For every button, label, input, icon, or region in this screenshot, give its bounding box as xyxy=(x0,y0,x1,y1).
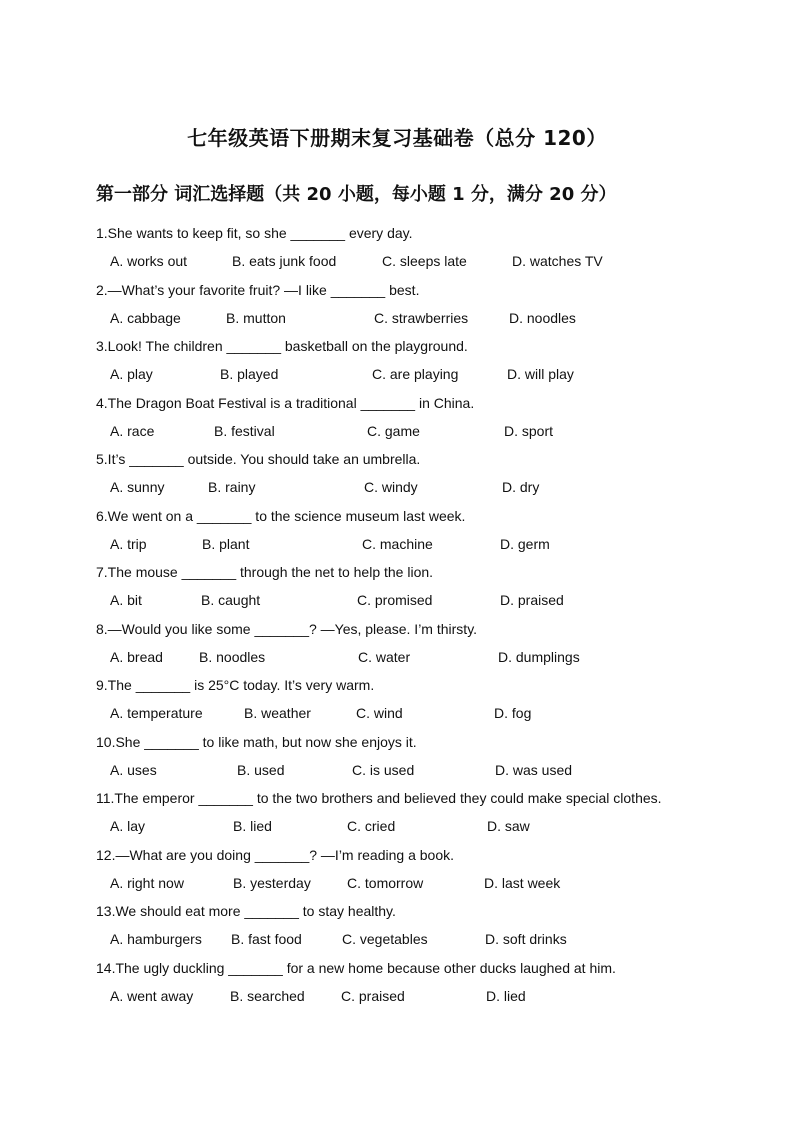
answer-option: A. cabbage xyxy=(110,309,181,326)
section-heading: 第一部分 词汇选择题（共 20 小题，每小题 1 分，满分 20 分） xyxy=(96,184,617,205)
question-stem: 6.We went on a _______ to the science museum last week. xyxy=(96,507,466,524)
answer-option: D. germ xyxy=(500,535,550,552)
answer-option: D. was used xyxy=(495,761,573,778)
answer-option: D. saw xyxy=(487,818,530,834)
answer-option: C. game xyxy=(367,422,420,439)
answer-option: C. strawberries xyxy=(374,309,469,326)
answer-option: B. eats junk food xyxy=(232,253,337,269)
answer-option: A. bread xyxy=(110,648,163,665)
question-stem: 11.The emperor _______ to the two brothers and believed they could make special clothes. xyxy=(96,790,662,806)
answer-option: A. race xyxy=(110,422,155,439)
answer-option: C. wind xyxy=(356,705,403,721)
answer-option: C. praised xyxy=(341,987,405,1004)
answer-option: D. fog xyxy=(494,705,532,721)
answer-option: A. works out xyxy=(110,253,188,269)
answer-option: C. is used xyxy=(352,761,415,778)
answer-option: B. fast food xyxy=(231,931,302,947)
answer-option: C. sleeps late xyxy=(382,253,467,269)
answer-option: A. play xyxy=(110,366,153,382)
question-stem: 12.—What are you doing _______? —I’m reading a book. xyxy=(96,846,455,863)
question-stem: 5.It’s _______ outside. You should take an umbrella. xyxy=(96,451,421,467)
answer-option: B. lied xyxy=(233,818,272,834)
answer-option: B. weather xyxy=(244,705,311,721)
answer-option: D. last week xyxy=(484,874,561,891)
question-stem: 3.Look! The children _______ basketball on the playground. xyxy=(96,338,468,354)
answer-option: D. lied xyxy=(486,987,526,1004)
answer-option: B. mutton xyxy=(226,309,286,326)
question-stem: 14.The ugly duckling _______ for a new home because other ducks laughed at him. xyxy=(96,959,616,976)
answer-option: B. plant xyxy=(202,535,250,552)
question-stem: 4.The Dragon Boat Festival is a traditional _______ in China. xyxy=(96,394,475,411)
question-stem: 7.The mouse _______ through the net to help the lion. xyxy=(96,564,434,580)
answer-option: A. sunny xyxy=(110,479,165,495)
answer-option: D. dumplings xyxy=(498,648,580,665)
answer-option: A. hamburgers xyxy=(110,931,202,947)
question-stem: 8.—Would you like some _______? —Yes, please. I’m thirsty. xyxy=(96,620,478,637)
answer-option: B. rainy xyxy=(208,479,256,495)
answer-option: C. windy xyxy=(364,479,418,495)
answer-option: A. trip xyxy=(110,535,147,552)
answer-option: D. watches TV xyxy=(512,253,603,269)
question-stem: 9.The _______ is 25°C today. It’s very warm. xyxy=(96,677,375,693)
answer-option: C. tomorrow xyxy=(347,874,424,891)
answer-option: C. promised xyxy=(357,592,433,608)
answer-option: B. caught xyxy=(201,592,261,608)
answer-option: A. bit xyxy=(110,592,142,608)
answer-option: D. soft drinks xyxy=(485,931,567,947)
answer-option: B. played xyxy=(220,366,279,382)
answer-option: A. went away xyxy=(110,987,194,1004)
answer-option: D. sport xyxy=(504,422,554,439)
answer-option: A. right now xyxy=(110,874,184,891)
exam-title: 七年级英语下册期末复习基础卷（总分 120） xyxy=(187,126,607,150)
answer-option: C. water xyxy=(358,648,411,665)
question-stem: 13.We should eat more _______ to stay healthy. xyxy=(96,903,396,919)
question-stem: 2.—What’s your favorite fruit? —I like _______ best. xyxy=(96,281,420,298)
answer-option: C. cried xyxy=(347,818,396,834)
answer-option: D. noodles xyxy=(509,309,576,326)
answer-option: C. are playing xyxy=(372,366,459,382)
answer-option: B. searched xyxy=(230,987,305,1004)
answer-option: C. vegetables xyxy=(342,931,428,947)
answer-option: B. festival xyxy=(214,422,275,439)
answer-option: A. temperature xyxy=(110,705,203,721)
answer-option: A. lay xyxy=(110,818,146,834)
question-stem: 1.She wants to keep fit, so she _______ every day. xyxy=(96,225,413,241)
answer-option: D. dry xyxy=(502,479,540,495)
answer-option: D. praised xyxy=(500,592,564,608)
answer-option: B. used xyxy=(237,761,285,778)
answer-option: B. yesterday xyxy=(233,874,311,891)
answer-option: C. machine xyxy=(362,535,433,552)
answer-option: A. uses xyxy=(110,761,157,778)
answer-option: D. will play xyxy=(507,366,574,382)
answer-option: B. noodles xyxy=(199,648,266,665)
question-stem: 10.She _______ to like math, but now she enjoys it. xyxy=(96,733,417,750)
